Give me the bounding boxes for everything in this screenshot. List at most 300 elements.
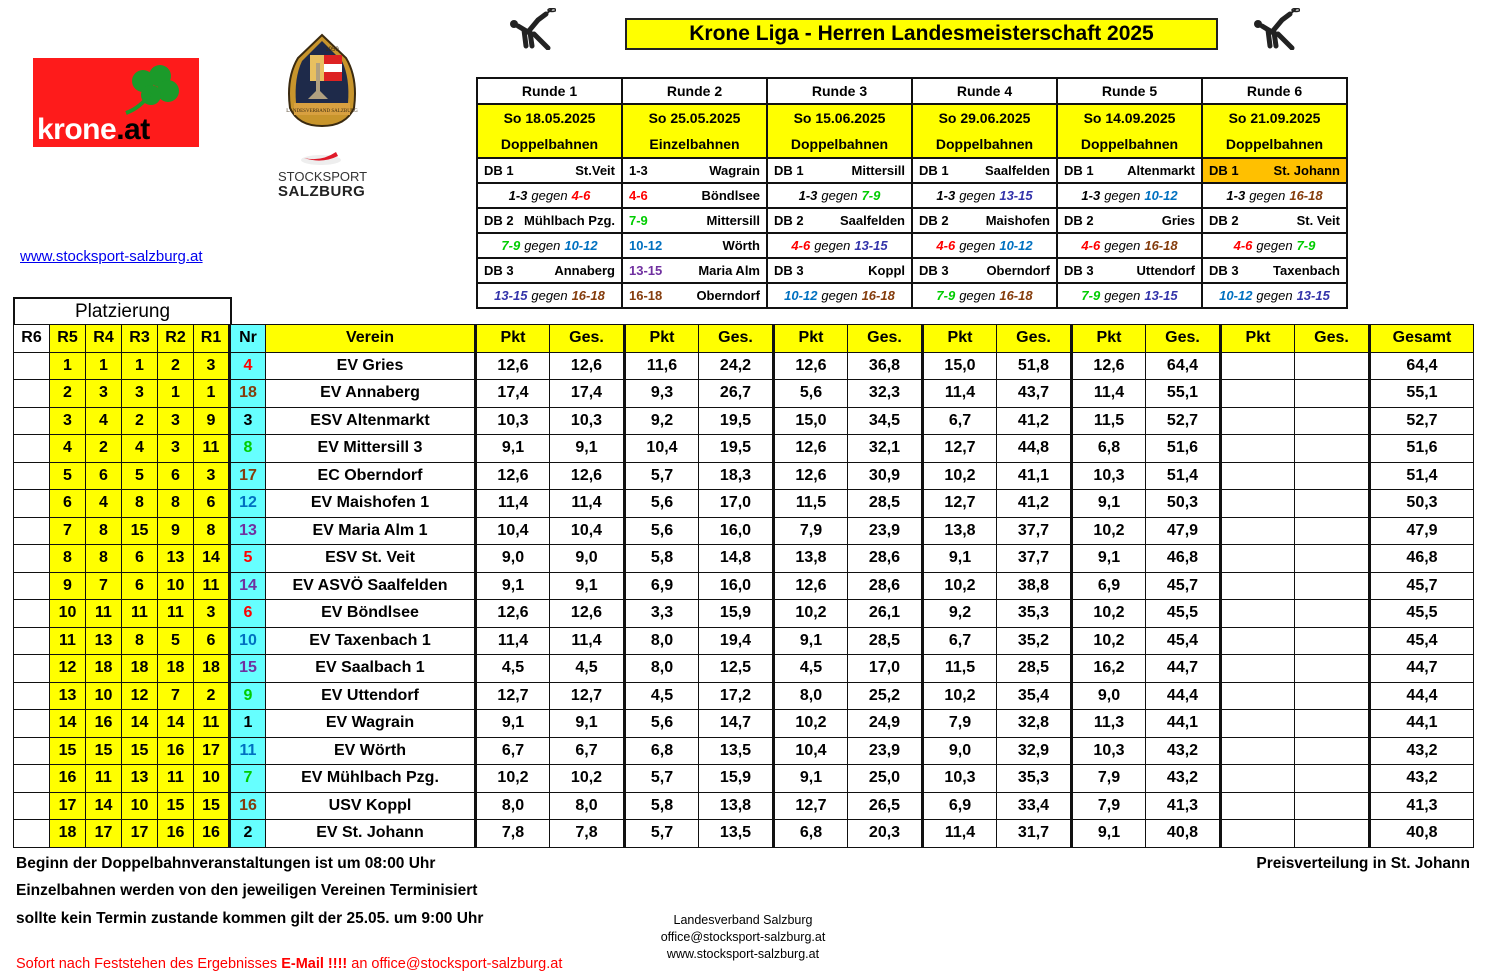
cumulative-points: 35,2: [997, 627, 1072, 655]
lane-cell: [477, 158, 622, 183]
club-name: EV Mühlbach Pzg.: [266, 765, 476, 793]
team-number: 6: [230, 600, 266, 628]
rank-r5: 6: [50, 490, 86, 518]
rank-r4: 11: [86, 765, 122, 793]
stocksport-salzburg-logo: [278, 148, 368, 208]
round-points: 5,7: [625, 765, 699, 793]
vs-label: gegen: [1256, 288, 1293, 303]
rank-r2: 3: [158, 407, 194, 435]
round-points: 11,3: [1072, 710, 1146, 738]
table-row: [14, 352, 1474, 380]
round-label: Runde 6: [1202, 78, 1347, 104]
table-row: [14, 462, 1474, 490]
club-name: ESV Altenmarkt: [266, 407, 476, 435]
cumulative-points: 41,3: [1146, 792, 1221, 820]
cumulative-points: 6,7: [550, 737, 625, 765]
column-header-pkt: Pkt: [1221, 325, 1295, 353]
round-points: 11,5: [1072, 407, 1146, 435]
round-points: 6,9: [625, 572, 699, 600]
rank-r6: [14, 545, 50, 573]
svg-text:1950: 1950: [325, 47, 339, 53]
cumulative-points: 11,4: [550, 490, 625, 518]
group-a: 4-6: [936, 238, 956, 253]
column-header-r5: R5: [50, 325, 86, 353]
cumulative-points: 25,2: [848, 682, 923, 710]
round-points: 7,9: [1072, 792, 1146, 820]
club-name: EV Taxenbach 1: [266, 627, 476, 655]
round-points: 6,9: [1072, 572, 1146, 600]
club-name: EV Wörth: [266, 737, 476, 765]
club-name: EV ASVÖ Saalfelden: [266, 572, 476, 600]
column-header-pkt: Pkt: [476, 325, 550, 353]
rank-r3: 12: [122, 682, 158, 710]
round-points: 8,0: [774, 682, 848, 710]
group-a: 7-9: [936, 288, 956, 303]
cumulative-points: 28,6: [848, 572, 923, 600]
cumulative-points: 10,3: [550, 407, 625, 435]
cumulative-points: [1295, 380, 1370, 408]
group-b: 13-15: [1144, 288, 1178, 303]
cumulative-points: 41,2: [997, 407, 1072, 435]
rank-r5: 15: [50, 737, 86, 765]
round-type: Doppelbahnen: [767, 130, 912, 158]
round-points: 10,2: [1072, 627, 1146, 655]
cumulative-points: [1295, 545, 1370, 573]
round-points: 11,4: [476, 627, 550, 655]
vs-label: gegen: [1256, 238, 1293, 253]
vs-label: gegen: [1249, 188, 1286, 203]
cumulative-points: 40,8: [1146, 820, 1221, 848]
rank-r6: [14, 435, 50, 463]
column-header-pkt: Pkt: [774, 325, 848, 353]
lane-cell: [1057, 258, 1202, 283]
rank-r6: [14, 820, 50, 848]
group-a: 4-6: [1233, 238, 1253, 253]
cumulative-points: 44,1: [1146, 710, 1221, 738]
group-a: 10-12: [1219, 288, 1253, 303]
rank-r3: 2: [122, 407, 158, 435]
column-header-r2: R2: [158, 325, 194, 353]
rank-r5: 17: [50, 792, 86, 820]
table-row: [14, 380, 1474, 408]
cumulative-points: 17,0: [699, 490, 774, 518]
rank-r2: 3: [158, 435, 194, 463]
column-header-pkt: Pkt: [1072, 325, 1146, 353]
round-points: [1221, 352, 1295, 380]
cumulative-points: 44,7: [1146, 655, 1221, 683]
cumulative-points: 50,3: [1146, 490, 1221, 518]
round-points: 7,9: [923, 710, 997, 738]
cumulative-points: 43,2: [1146, 765, 1221, 793]
round-points: 12,7: [923, 435, 997, 463]
venue-label: St. Johann: [1273, 163, 1340, 178]
cumulative-points: 23,9: [848, 737, 923, 765]
venue-label: Saalfelden: [984, 163, 1050, 178]
venue-label: Koppl: [868, 263, 905, 278]
start-time-note: Beginn der Doppelbahnveranstaltungen ist um 08:00 Uhr: [16, 855, 436, 872]
rank-r1: 16: [194, 820, 230, 848]
round-points: 9,1: [1072, 490, 1146, 518]
rank-r4: 10: [86, 682, 122, 710]
round-points: [1221, 765, 1295, 793]
cumulative-points: 17,0: [848, 655, 923, 683]
cumulative-points: 55,1: [1146, 380, 1221, 408]
team-number: 3: [230, 407, 266, 435]
single-lane-cell: [622, 158, 767, 183]
group-a: 1-3: [1081, 188, 1101, 203]
total-points: 51,6: [1370, 435, 1474, 463]
cumulative-points: 12,6: [550, 600, 625, 628]
team-number: 13: [230, 517, 266, 545]
cumulative-points: [1295, 352, 1370, 380]
rank-r5: 4: [50, 435, 86, 463]
venue-label: St.Veit: [575, 163, 615, 178]
rank-r4: 17: [86, 820, 122, 848]
round-date: So 15.06.2025: [767, 104, 912, 130]
venue-label: Taxenbach: [1273, 263, 1340, 278]
round-points: 8,0: [625, 627, 699, 655]
round-points: [1221, 462, 1295, 490]
team-number: 10: [230, 627, 266, 655]
page-title: Krone Liga - Herren Landesmeisterschaft 2025: [625, 18, 1218, 50]
round-date: So 25.05.2025: [622, 104, 767, 130]
venue-label: Annaberg: [554, 263, 615, 278]
round-points: 10,2: [774, 600, 848, 628]
table-row: [14, 737, 1474, 765]
vs-label: gegen: [821, 188, 858, 203]
lane-number: DB 2: [774, 213, 804, 228]
lane-cell: [1057, 208, 1202, 233]
cumulative-points: 10,4: [550, 517, 625, 545]
rank-r1: 9: [194, 407, 230, 435]
lane-cell: [912, 158, 1057, 183]
cumulative-points: 16,0: [699, 517, 774, 545]
group-b: 13-15: [854, 238, 888, 253]
rank-r2: 7: [158, 682, 194, 710]
cumulative-points: 28,6: [848, 545, 923, 573]
round-points: [1221, 435, 1295, 463]
cumulative-points: 24,2: [699, 352, 774, 380]
round-points: 11,4: [476, 490, 550, 518]
venue-label: Gries: [1161, 213, 1195, 228]
round-label: Runde 2: [622, 78, 767, 104]
round-points: 9,1: [774, 765, 848, 793]
rank-r3: 8: [122, 627, 158, 655]
rank-r4: 18: [86, 655, 122, 683]
round-points: 11,4: [923, 380, 997, 408]
rank-r4: 16: [86, 710, 122, 738]
round-points: 13,8: [774, 545, 848, 573]
group-a: 13-15: [494, 288, 528, 303]
cumulative-points: 41,2: [997, 490, 1072, 518]
round-points: 10,3: [476, 407, 550, 435]
cumulative-points: 20,3: [848, 820, 923, 848]
lane-number: DB 2: [1209, 213, 1239, 228]
group-b: 16-18: [1144, 238, 1178, 253]
column-header-gesamt: Gesamt: [1370, 325, 1474, 353]
cumulative-points: 14,8: [699, 545, 774, 573]
cumulative-points: 12,6: [550, 352, 625, 380]
round-points: 6,8: [774, 820, 848, 848]
club-name: EV Mittersill 3: [266, 435, 476, 463]
cumulative-points: 38,8: [997, 572, 1072, 600]
cumulative-points: 44,4: [1146, 682, 1221, 710]
schedule-round-date-row: [477, 104, 1347, 130]
team-number: 4: [230, 352, 266, 380]
total-points: 45,7: [1370, 572, 1474, 600]
rank-r4: 3: [86, 380, 122, 408]
round-points: 9,0: [476, 545, 550, 573]
rank-r6: [14, 380, 50, 408]
vs-label: gegen: [959, 238, 996, 253]
bowler-icon: [1252, 8, 1300, 50]
lane-cell: [1202, 158, 1347, 183]
round-points: [1221, 655, 1295, 683]
total-points: 52,7: [1370, 407, 1474, 435]
rank-r1: 11: [194, 572, 230, 600]
round-points: 8,0: [625, 655, 699, 683]
cumulative-points: 41,1: [997, 462, 1072, 490]
total-points: 50,3: [1370, 490, 1474, 518]
round-points: 4,5: [625, 682, 699, 710]
lane-cell: [477, 208, 622, 233]
cumulative-points: 10,2: [550, 765, 625, 793]
rank-r2: 5: [158, 627, 194, 655]
column-header-ges: Ges.: [550, 325, 625, 353]
venue-label: Böndlsee: [701, 188, 760, 203]
rank-r2: 14: [158, 710, 194, 738]
lane-number: DB 1: [484, 163, 514, 178]
team-number: 18: [230, 380, 266, 408]
schedule-match-row: [477, 283, 1347, 308]
rank-r6: [14, 490, 50, 518]
round-points: 11,5: [774, 490, 848, 518]
round-points: 12,6: [476, 600, 550, 628]
group-a: 4-6: [1081, 238, 1101, 253]
vs-label: gegen: [531, 188, 568, 203]
table-row: [14, 765, 1474, 793]
prize-ceremony-note: Preisverteilung in St. Johann: [1256, 855, 1470, 872]
single-lane-cell: [622, 233, 767, 258]
match-cell: [912, 283, 1057, 308]
table-row: [14, 545, 1474, 573]
match-cell: [1057, 233, 1202, 258]
club-name: EV Maishofen 1: [266, 490, 476, 518]
round-points: 6,7: [923, 407, 997, 435]
round-points: 9,0: [1072, 682, 1146, 710]
round-points: 10,3: [923, 765, 997, 793]
cumulative-points: 35,3: [997, 600, 1072, 628]
round-type: Doppelbahnen: [1202, 130, 1347, 158]
club-name: EV Böndlsee: [266, 600, 476, 628]
round-points: [1221, 820, 1295, 848]
round-points: 9,2: [923, 600, 997, 628]
rank-r1: 11: [194, 435, 230, 463]
group-a: 1-3: [936, 188, 956, 203]
rank-r3: 13: [122, 765, 158, 793]
round-points: 12,7: [774, 792, 848, 820]
cumulative-points: 64,4: [1146, 352, 1221, 380]
vs-label: gegen: [531, 288, 568, 303]
club-name: EV Maria Alm 1: [266, 517, 476, 545]
team-number: 14: [230, 572, 266, 600]
schedule-table: [476, 77, 1348, 309]
rank-r2: 11: [158, 600, 194, 628]
venue-label: Saalfelden: [839, 213, 905, 228]
krone-logo: [33, 58, 199, 147]
cumulative-points: 15,9: [699, 765, 774, 793]
lane-cell: [1057, 158, 1202, 183]
rank-r5: 13: [50, 682, 86, 710]
vs-label: gegen: [1104, 288, 1141, 303]
cumulative-points: 46,8: [1146, 545, 1221, 573]
rank-r4: 11: [86, 600, 122, 628]
cumulative-points: [1295, 600, 1370, 628]
group-a: 4-6: [791, 238, 811, 253]
total-points: 41,3: [1370, 792, 1474, 820]
club-name: EV Wagrain: [266, 710, 476, 738]
rank-r2: 1: [158, 380, 194, 408]
venue-label: Wörth: [722, 238, 760, 253]
vs-label: gegen: [814, 238, 851, 253]
rank-r5: 2: [50, 380, 86, 408]
group-b: 4-6: [571, 188, 591, 203]
cumulative-points: 45,4: [1146, 627, 1221, 655]
rank-r1: 15: [194, 792, 230, 820]
round-type: Doppelbahnen: [477, 130, 622, 158]
schedule-match-row: [477, 183, 1347, 208]
group-b: 13-15: [1296, 288, 1330, 303]
round-points: 12,6: [774, 572, 848, 600]
round-points: 9,1: [476, 572, 550, 600]
cumulative-points: [1295, 682, 1370, 710]
cumulative-points: [1295, 490, 1370, 518]
table-row: [14, 627, 1474, 655]
round-points: 12,6: [774, 352, 848, 380]
rank-r1: 3: [194, 600, 230, 628]
round-points: [1221, 600, 1295, 628]
round-points: 11,4: [1072, 380, 1146, 408]
standings-table: [13, 324, 1474, 848]
cumulative-points: 32,9: [997, 737, 1072, 765]
lane-cell: [912, 258, 1057, 283]
rank-r3: 6: [122, 545, 158, 573]
rank-r3: 15: [122, 517, 158, 545]
lane-cell: [767, 258, 912, 283]
column-header-ges: Ges.: [997, 325, 1072, 353]
column-header-pkt: Pkt: [625, 325, 699, 353]
venue-label: Wagrain: [709, 163, 760, 178]
rank-r3: 8: [122, 490, 158, 518]
rank-r2: 10: [158, 572, 194, 600]
rank-r4: 13: [86, 627, 122, 655]
salzburg-text: SALZBURG: [278, 183, 366, 200]
round-points: [1221, 627, 1295, 655]
rank-r2: 6: [158, 462, 194, 490]
total-points: 40,8: [1370, 820, 1474, 848]
cumulative-points: 45,5: [1146, 600, 1221, 628]
group-b: 10-12: [1144, 188, 1178, 203]
round-points: 10,3: [1072, 737, 1146, 765]
rank-r1: 1: [194, 380, 230, 408]
round-type: Doppelbahnen: [912, 130, 1057, 158]
contact-email[interactable]: office@stocksport-salzburg.at: [660, 930, 826, 944]
team-number: 11: [230, 737, 266, 765]
group-b: 16-18: [1289, 188, 1323, 203]
round-points: 6,8: [1072, 435, 1146, 463]
schedule-round-label-row: [477, 78, 1347, 104]
lane-cell: [477, 258, 622, 283]
round-date: So 29.06.2025: [912, 104, 1057, 130]
lane-number: DB 2: [484, 213, 514, 228]
round-points: 10,4: [774, 737, 848, 765]
total-points: 46,8: [1370, 545, 1474, 573]
contact-website[interactable]: www.stocksport-salzburg.at: [666, 947, 820, 961]
rank-r1: 8: [194, 517, 230, 545]
round-points: [1221, 572, 1295, 600]
group-label: 7-9: [629, 213, 648, 228]
cumulative-points: 9,0: [550, 545, 625, 573]
rank-r6: [14, 600, 50, 628]
cumulative-points: [1295, 655, 1370, 683]
rank-r4: 15: [86, 737, 122, 765]
match-cell: [912, 233, 1057, 258]
cumulative-points: [1295, 435, 1370, 463]
round-points: [1221, 682, 1295, 710]
round-points: 9,1: [1072, 820, 1146, 848]
cumulative-points: 25,0: [848, 765, 923, 793]
group-b: 10-12: [999, 238, 1033, 253]
rank-r2: 16: [158, 820, 194, 848]
round-points: 10,2: [1072, 600, 1146, 628]
table-row: [14, 600, 1474, 628]
group-b: 16-18: [571, 288, 605, 303]
round-points: 3,3: [625, 600, 699, 628]
round-points: 12,6: [476, 462, 550, 490]
table-row: [14, 490, 1474, 518]
cumulative-points: [1295, 820, 1370, 848]
cumulative-points: 51,8: [997, 352, 1072, 380]
cumulative-points: 28,5: [848, 627, 923, 655]
cumulative-points: 16,0: [699, 572, 774, 600]
krone-logo-text: krone.at: [37, 113, 150, 146]
round-points: 6,8: [625, 737, 699, 765]
vs-label: gegen: [1104, 238, 1141, 253]
swoosh-icon: [296, 148, 346, 168]
rank-r3: 11: [122, 600, 158, 628]
cumulative-points: [1295, 517, 1370, 545]
cumulative-points: 23,9: [848, 517, 923, 545]
lane-number: DB 1: [919, 163, 949, 178]
cumulative-points: 13,5: [699, 820, 774, 848]
round-points: 10,4: [625, 435, 699, 463]
single-lane-cell: [622, 183, 767, 208]
round-points: 10,3: [1072, 462, 1146, 490]
round-points: 10,2: [923, 682, 997, 710]
round-points: 9,0: [923, 737, 997, 765]
match-cell: [1202, 183, 1347, 208]
group-a: 7-9: [1081, 288, 1101, 303]
clover-icon: [118, 63, 188, 118]
round-date: So 14.09.2025: [1057, 104, 1202, 130]
website-link[interactable]: www.stocksport-salzburg.at: [20, 248, 203, 265]
cumulative-points: 36,8: [848, 352, 923, 380]
venue-label: Maria Alm: [698, 263, 760, 278]
column-header-verein: Verein: [266, 325, 476, 353]
round-points: 10,2: [1072, 517, 1146, 545]
lane-number: DB 2: [1064, 213, 1094, 228]
schedule-match-row: [477, 233, 1347, 258]
